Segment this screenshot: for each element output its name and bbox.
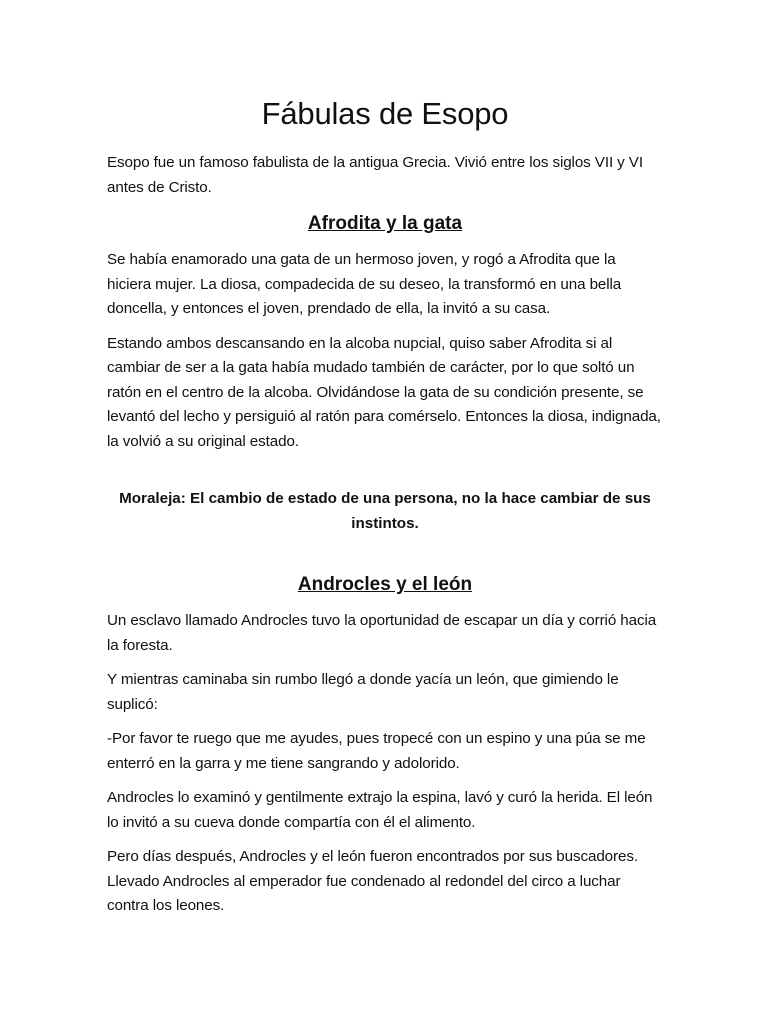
fable-heading-androcles: Androcles y el león (297, 574, 473, 595)
fable-afrodita-moral: Moraleja: El cambio de estado de una persona, no la hace cambiar de sus instintos. (119, 490, 651, 532)
fable-androcles-paragraph-4: Androcles lo examinó y gentilmente extrajo la espina, lavó y curó la herida. El león lo invitó a su cueva donde compartía con él el alimento. (107, 789, 653, 831)
fable-androcles-paragraph-5: Pero días después, Androcles y el león fueron encontrados por sus buscadores. Llevado Androcles al emperador fue condenado al redondel del circo a luchar contra los leones. (107, 848, 638, 914)
fable-androcles-paragraph-3: -Por favor te ruego que me ayudes, pues tropecé con un espino y una púa se me enterró en la garra y me tiene sangrando y adolorido. (107, 730, 646, 772)
fable-androcles-paragraph-2: Y mientras caminaba sin rumbo llegó a donde yacía un león, que gimiendo le suplicó: (107, 671, 619, 713)
fable-afrodita-paragraph-1: Se había enamorado una gata de un hermoso joven, y rogó a Afrodita que la hiciera mujer. La diosa, compadecida de su deseo, la transformó en una bella doncella, y entonces el joven, prendado de ella, la invitó a su casa. (107, 251, 622, 317)
fable-androcles-paragraph-1: Un esclavo llamado Androcles tuvo la oportunidad de escapar un día y corrió hacia la foresta. (107, 612, 657, 654)
fable-heading-afrodita: Afrodita y la gata (307, 213, 463, 234)
document-body (107, 94, 663, 929)
document-title: Fábulas de Esopo (261, 96, 509, 131)
intro-paragraph: Esopo fue un famoso fabulista de la antigua Grecia. Vivió entre los siglos VII y VI antes de Cristo. (107, 154, 643, 196)
fable-afrodita-paragraph-2: Estando ambos descansando en la alcoba nupcial, quiso saber Afrodita si al cambiar de ser a la gata había mudado también de carácter, por lo que soltó un ratón en el centro de la alcoba. Olvidándose la gata de su condición presente, se levantó del lecho y persiguió al ratón para comérselo. Entonces la diosa, indignada, la volvió a su original estado. (107, 334, 661, 450)
